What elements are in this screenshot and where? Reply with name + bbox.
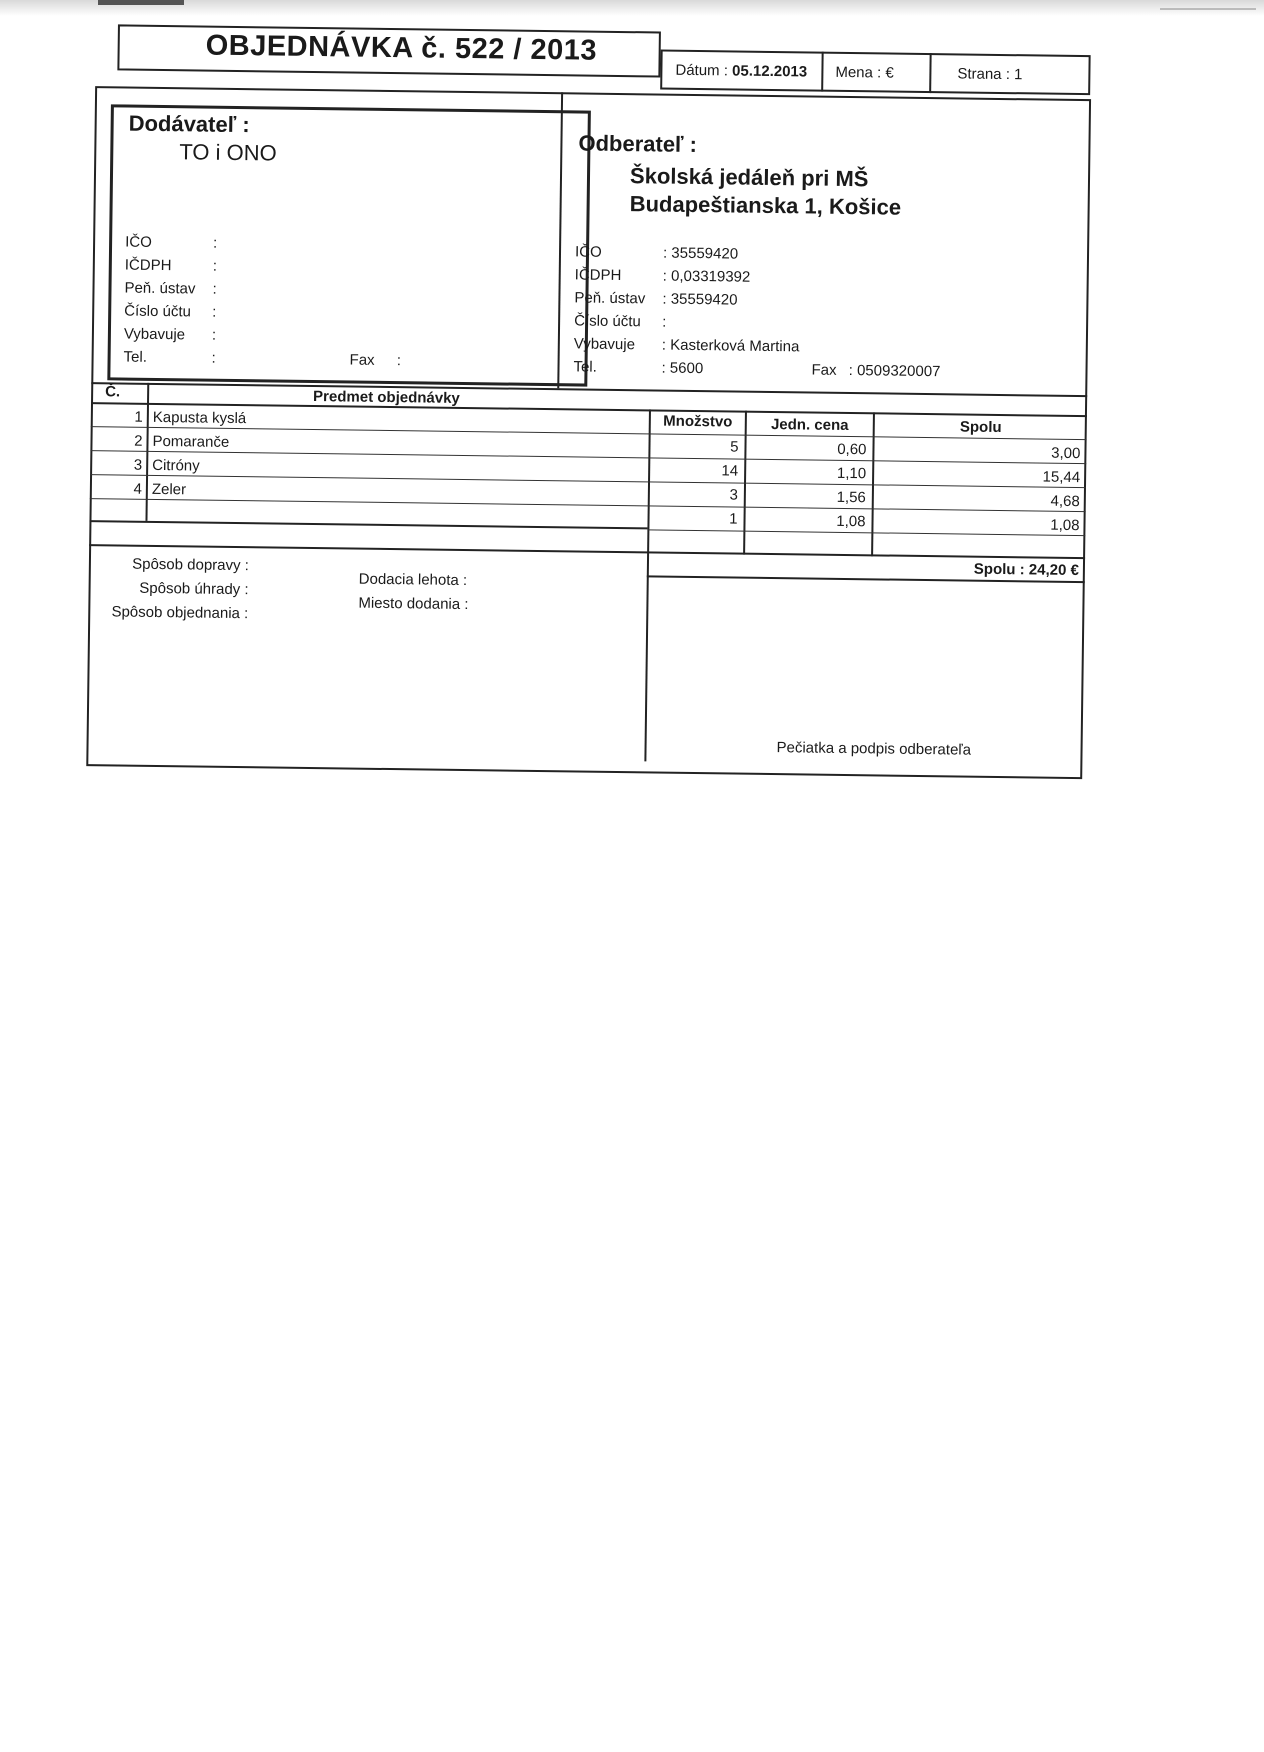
row-4-unit-price: 1,08 [836, 512, 866, 531]
order-document [76, 22, 1126, 806]
supplier-contact-label: Vybavuje [123, 325, 186, 344]
customer-account-value: : [662, 313, 667, 331]
payment-label: Spôsob úhrady : [139, 579, 249, 599]
row-1-item: Kapusta kyslá [152, 408, 247, 428]
page-field [957, 65, 1022, 83]
page-title: OBJEDNÁVKA č. 522 / 2013 [205, 29, 598, 67]
row-2-no: 2 [134, 432, 143, 450]
customer-field-values [661, 242, 800, 382]
customer-fax-label: Fax [811, 361, 837, 379]
ordering-label: Spôsob objednania : [111, 603, 249, 623]
row-2-item: Pomaranče [152, 432, 230, 451]
customer-icdph-label: IČDPH [574, 266, 622, 285]
delivery-place-label: Miesto dodania : [358, 594, 469, 614]
transport-label: Spôsob dopravy : [132, 555, 250, 575]
customer-heading: Odberateľ : [578, 130, 698, 158]
row-3-total: 4,68 [1050, 492, 1080, 511]
row-2-total: 15,44 [1042, 468, 1081, 487]
customer-contact-value: : Kasterková Martina [661, 336, 800, 356]
supplier-heading: Dodávateľ : [128, 110, 250, 138]
supplier-name: TO i ONO [179, 139, 277, 166]
supplier-fax [349, 351, 401, 369]
customer-icdph-value: : 0,03319392 [662, 267, 751, 286]
customer-tel-label: Tel. [573, 358, 597, 376]
scan-edge [0, 0, 1264, 16]
supplier-bank-label: Peň. ústav [124, 279, 196, 298]
row-1-qty: 5 [730, 438, 739, 456]
row-4-no: 4 [133, 480, 142, 498]
customer-tel-value: : 5600 [661, 359, 704, 378]
date-label: Dátum : [675, 61, 729, 80]
customer-bank-label: Peň. ústav [574, 289, 646, 308]
customer-name-line1: Školská jedáleň pri MŠ [629, 163, 869, 192]
supplier-icdph-value: : [212, 257, 218, 275]
customer-ico-label: IČO [574, 243, 602, 261]
supplier-fax-value: : [396, 352, 402, 370]
supplier-contact-value: : [211, 326, 217, 344]
row-1-total: 3,00 [1051, 444, 1081, 463]
stamp-signature-label: Pečiatka a podpis odberateľa [776, 739, 972, 759]
col-header-qty: Množstvo [663, 412, 733, 431]
customer-account-label: Číslo účtu [574, 312, 641, 331]
row-4-item: Zeler [151, 480, 187, 499]
row-3-no: 3 [133, 456, 143, 474]
col-header-unit-price: Jedn. cena [770, 416, 849, 435]
row-2-unit-price: 1,10 [836, 464, 867, 483]
customer-fax-value: : 0509320007 [848, 362, 941, 381]
currency-value: € [885, 64, 894, 82]
currency-field [835, 64, 894, 82]
col-header-no: Č. [105, 383, 121, 401]
footer-left-labels [88, 552, 249, 626]
page-value: 1 [1013, 66, 1023, 84]
row-2-qty: 14 [721, 462, 739, 480]
supplier-tel-label: Tel. [123, 348, 148, 366]
page-label: Strana : [957, 65, 1011, 84]
row-4-qty: 1 [729, 510, 738, 528]
supplier-field-labels [123, 231, 196, 370]
supplier-account-value: : [212, 303, 217, 321]
order-total: Spolu : 24,20 € [973, 560, 1080, 580]
delivery-time-label: Dodacia lehota : [358, 570, 468, 590]
col-header-total: Spolu [959, 418, 1002, 437]
supplier-account-label: Číslo účtu [124, 302, 192, 321]
row-1-unit-price: 0,60 [837, 440, 867, 459]
row-1-no: 1 [134, 408, 143, 426]
supplier-fax-label: Fax [349, 351, 375, 369]
customer-bank-value: : 35559420 [662, 290, 738, 309]
customer-contact-label: Vybavuje [573, 335, 636, 354]
supplier-bank-value: : [212, 280, 217, 298]
row-4-total: 1,08 [1050, 516, 1080, 535]
row-3-item: Citróny [152, 456, 200, 475]
supplier-tel-value: : [211, 349, 216, 367]
scan-mark [98, 0, 184, 5]
supplier-ico-label: IČO [125, 233, 152, 251]
customer-field-labels [573, 240, 646, 379]
currency-label: Mena : [835, 63, 882, 82]
scan-line [1160, 8, 1256, 10]
supplier-ico-value: : [213, 234, 218, 252]
date-field [675, 62, 807, 81]
col-header-item: Predmet objednávky [313, 388, 460, 407]
customer-fax [811, 362, 940, 381]
footer-middle-labels [358, 568, 469, 617]
supplier-icdph-label: IČDPH [124, 256, 172, 275]
date-value: 05.12.2013 [731, 62, 808, 81]
customer-ico-value: : 35559420 [662, 244, 739, 263]
row-3-unit-price: 1,56 [836, 488, 866, 507]
customer-name-line2: Budapeštianska 1, Košice [629, 191, 902, 220]
row-3-qty: 3 [729, 486, 738, 504]
